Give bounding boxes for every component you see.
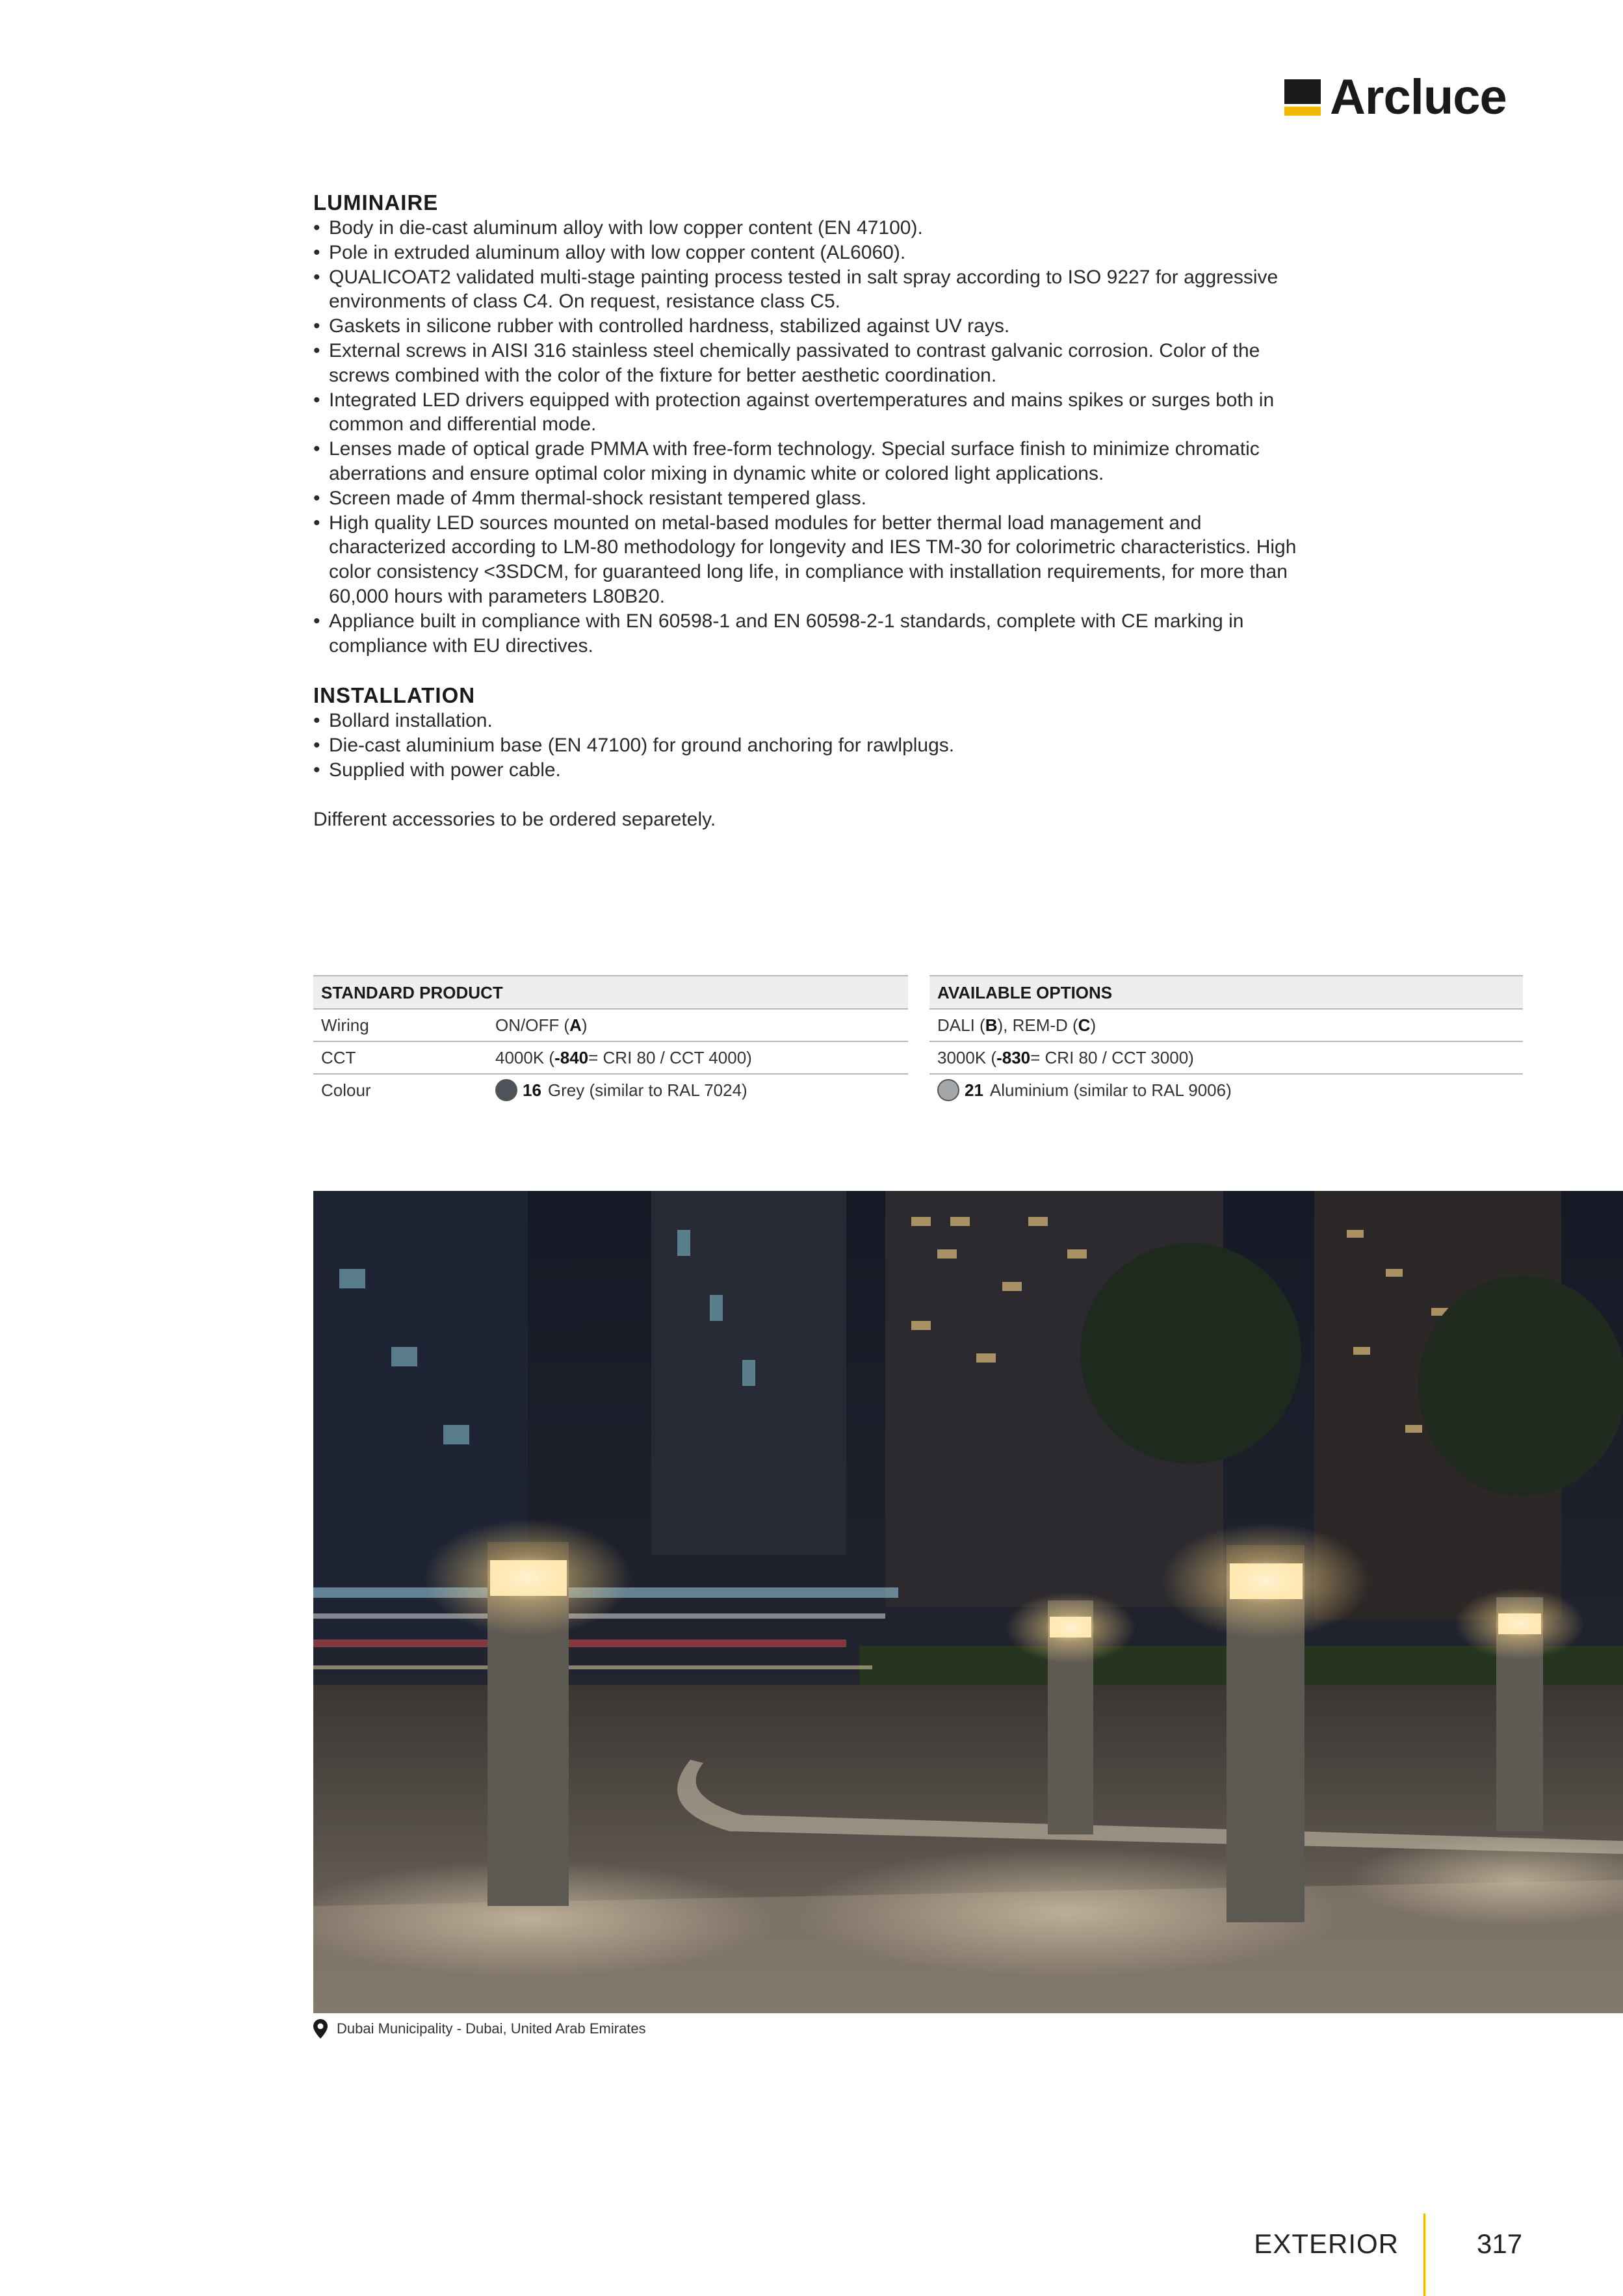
table-row	[929, 1075, 1523, 1106]
page-number: 317	[1477, 2228, 1523, 2259]
luminaire-title: LUMINAIRE	[313, 190, 439, 215]
table-header: AVAILABLE OPTIONS	[929, 975, 1523, 1010]
list-item: • Integrated LED drivers equipped with protection against overtemperatures and mains spikes or surges both in common and differential mode.	[313, 388, 1301, 437]
row-value: DALI ( B ), REM-D ( C )	[937, 1015, 1097, 1035]
list-item: • High quality LED sources mounted on metal-based modules for better thermal load management and characterized according to LM-80 methodology for longevity and IES TM-30 for colorimetric characteristics. High color consistency <3SDCM, for guaranteed long life, in compliance with installation requirements, for more than 60,000 hours with parameters L80B20.	[313, 511, 1301, 609]
table-row	[929, 1042, 1523, 1075]
list-item: • Pole in extruded aluminum alloy with low copper content (AL6060).	[313, 241, 1301, 265]
available-options-table	[929, 975, 1523, 1106]
spec-text	[313, 190, 1301, 832]
list-item: • Bollard installation.	[313, 709, 1301, 733]
list-item: • Supplied with power cable.	[313, 758, 1301, 783]
standard-product-table	[313, 975, 908, 1106]
aluminium-swatch-icon	[937, 1079, 959, 1101]
row-value: 3000K ( -830 = CRI 80 / CCT 3000)	[937, 1048, 1194, 1067]
grey-swatch-icon	[495, 1079, 517, 1101]
location-pin-icon	[313, 2019, 328, 2039]
list-item: • QUALICOAT2 validated multi-stage painting process tested in salt spray according to ISO 9227 for aggressive environments of class C4. On request, resistance class C5.	[313, 265, 1301, 315]
installation-list	[313, 709, 1301, 782]
row-label: Colour	[321, 1080, 371, 1100]
list-item: • Gaskets in silicone rubber with controlled hardness, stabilized against UV rays.	[313, 314, 1301, 339]
photo-caption	[313, 2018, 646, 2039]
list-item: • Appliance built in compliance with EN 60598-1 and EN 60598-2-1 standards, complete with CE marking in compliance with EU directives.	[313, 609, 1301, 659]
logo-mark-icon	[1284, 79, 1321, 116]
row-value: ON/OFF ( A )	[495, 1015, 588, 1035]
caption-text: Dubai Municipality - Dubai, United Arab Emirates	[337, 2020, 646, 2037]
table-header: STANDARD PRODUCT	[313, 975, 908, 1010]
brand-logo	[1284, 70, 1507, 125]
accessories-note: Different accessories to be ordered separetely.	[313, 808, 716, 830]
row-value: 4000K ( -840 = CRI 80 / CCT 4000)	[495, 1048, 752, 1067]
table-row	[313, 1010, 908, 1042]
installation-photo	[313, 1191, 1623, 2013]
list-item: • Die-cast aluminium base (EN 47100) for ground anchoring for rawlplugs.	[313, 733, 1301, 758]
row-label: Wiring	[321, 1015, 369, 1035]
table-row	[313, 1042, 908, 1075]
list-item: • Screen made of 4mm thermal-shock resistant tempered glass.	[313, 486, 1301, 511]
row-value: 16 Grey (similar to RAL 7024)	[495, 1075, 747, 1106]
luminaire-list	[313, 216, 1301, 658]
brand-name: Arcluce	[1330, 70, 1507, 125]
table-row	[313, 1075, 908, 1106]
row-label: CCT	[321, 1048, 356, 1067]
footer-section-label: EXTERIOR	[1254, 2228, 1399, 2259]
list-item: • Lenses made of optical grade PMMA with free-form technology. Special surface finish to minimize chromatic aberrations and ensure optimal color mixing in dynamic white or colored light applications.	[313, 437, 1301, 486]
row-value: 21 Aluminium (similar to RAL 9006)	[929, 1075, 1232, 1106]
installation-title: INSTALLATION	[313, 683, 476, 708]
list-item: • Body in die-cast aluminum alloy with low copper content (EN 47100).	[313, 216, 1301, 241]
footer-divider	[1423, 2213, 1425, 2296]
list-item: • External screws in AISI 316 stainless steel chemically passivated to contrast galvanic corrosion. Color of the screws combined with the color of the fixture for better aesthetic coordination.	[313, 339, 1301, 388]
table-row	[929, 1010, 1523, 1042]
